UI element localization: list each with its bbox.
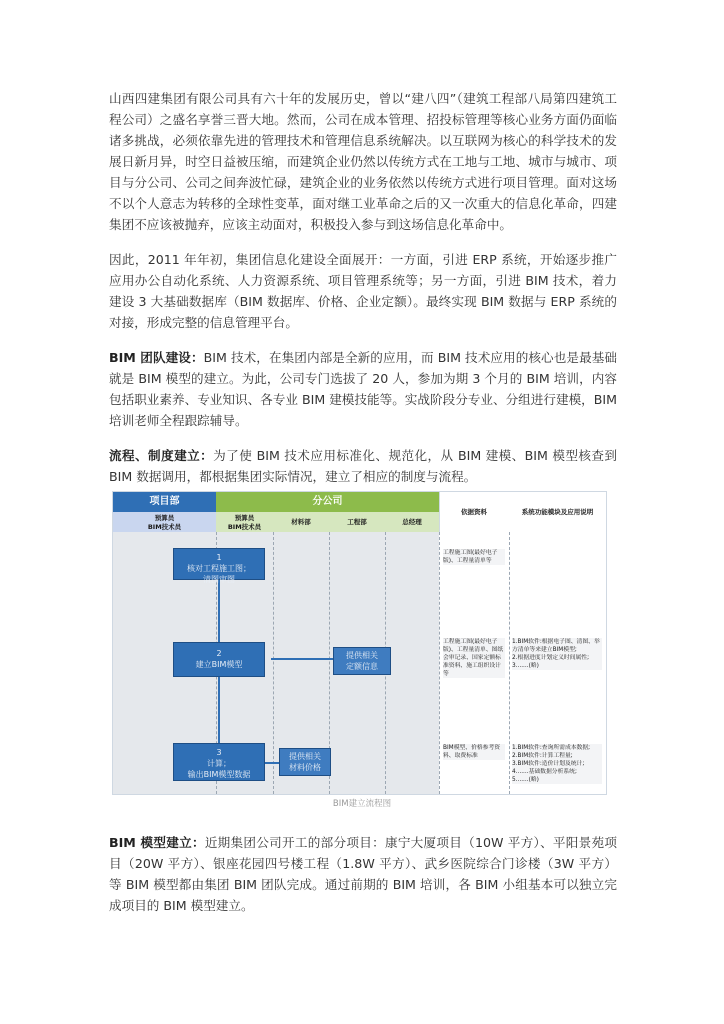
article-body-continued bbox=[109, 832, 617, 916]
process-text: 为了使 BIM 技术应用标准化、规范化，从 BIM 建模、BIM 模型核查到 BIM 数据调用，都根据集团实际情况，建立了相应的制度与流程。 bbox=[109, 448, 617, 484]
bim-team-heading: BIM 团队建设： bbox=[109, 350, 204, 365]
col-engineering: 工程部 bbox=[329, 512, 385, 532]
basis-note-1: 工程施工图(最好电子版)、工程量清单等 bbox=[443, 549, 505, 565]
paragraph-bim-model bbox=[109, 832, 617, 916]
bim-model-text: 近期集团公司开工的部分项目：康宁大厦项目（10W 平方）、平阳景苑项目（20W 平方）、银座花园四号楼工程（1.8W 平方）、武乡医院综合门诊楼（3W 平方）等 BIM 模型都由集团 BIM 团队完成。通过前期的 BIM 培训，各 BIM 小组基本可以独立完成项目的 BIM 模型建立。 bbox=[109, 835, 617, 913]
col-basis: 依据资料 bbox=[461, 508, 487, 516]
bim-flowchart bbox=[112, 491, 607, 795]
col-chief: 总经理 bbox=[385, 512, 439, 532]
lane-chief bbox=[385, 532, 440, 794]
paragraph-bim-team bbox=[109, 347, 617, 431]
header-project-dept: 项目部 bbox=[113, 492, 216, 512]
side-box-price: 提供相关 材料价格 bbox=[279, 748, 331, 776]
header-branch: 分公司 bbox=[216, 492, 439, 512]
system-note-2: 1.BIM软件:根据电子图、清图、举方清单等来建立BIM模型; 2.根据进度计划定义时间属性; 3.......(略) bbox=[512, 638, 602, 670]
col-system: 系统功能模块及应用说明 bbox=[521, 508, 594, 516]
basis-note-2: 工程施工图(最好电子版)、工程量清单、图纸会审记录、国家定额标准资料、施工组织设计等 bbox=[443, 639, 504, 677]
arrow-2-3 bbox=[218, 677, 220, 743]
bim-team-text: BIM 技术，在集团内部是全新的应用，而 BIM 技术应用的核心也是最基础就是 BIM 模型的建立。为此，公司专门选拔了 20 人，参加为期 3 个月的 BIM 培训，内容包括职业素养、专业知识、各专业 BIM 建模技能等。实战阶段分专业、分组进行建模，BIM 培训老师全程跟踪辅导。 bbox=[109, 350, 618, 428]
col-budget-branch: 预算员 BIM技术员 bbox=[216, 512, 273, 532]
arrow-side2 bbox=[271, 658, 333, 660]
step-1-box: 1 核对工程施工图； 清图审图 bbox=[173, 548, 265, 580]
article-body bbox=[109, 88, 617, 487]
side-box-quota: 提供相关 定额信息 bbox=[333, 647, 391, 675]
bim-model-heading: BIM 模型建立： bbox=[109, 835, 205, 850]
basis-note-3: BIM模型、价格参考资料、取费标准 bbox=[443, 744, 505, 760]
figure-caption: BIM建立流程图 bbox=[332, 799, 392, 809]
system-note-3: 1.BIM软件:查询所需成本数据; 2.BIM软件:计算工程量; 3.BIM软件:造价计划及统计; 4.......基础数据分析系统; 5.......(略) bbox=[512, 744, 602, 784]
col-material: 材料部 bbox=[273, 512, 329, 532]
paragraph-informatization: 因此，2011 年年初，集团信息化建设全面展开：一方面，引进 ERP 系统，开始逐步推广应用办公自动化系统、人力资源系统、项目管理系统等；另一方面，引进 BIM 技术，着力建设 3 大基础数据库（BIM 数据库、价格、企业定额）。最终实现 BIM 数据与 ERP 系统的对接，形成完整的信息管理平台。 bbox=[109, 252, 617, 330]
step-3-box: 3 计算； 输出BIM模型数据 bbox=[173, 743, 265, 781]
arrow-1-2 bbox=[218, 580, 220, 642]
step-2-box: 2 建立BIM模型 bbox=[173, 642, 265, 677]
col-budget-pm: 预算员 BIM技术员 bbox=[113, 512, 216, 532]
process-heading: 流程、制度建立： bbox=[109, 448, 214, 463]
paragraph-process bbox=[109, 445, 617, 487]
paragraph-history: 山西四建集团有限公司具有六十年的发展历史，曾以“建八四”（建筑工程部八局第四建筑工程公司）之盛名享誉三晋大地。然而，公司在成本管理、招投标管理等核心业务方面仍面临诸多挑战，必须依靠先进的管理技术和管理信息系统解决。以互联网为核心的科学技术的发展日新月异，时空日益被压缩，而建筑企业仍然以传统方式在工地与工地、城市与城市、项目与分公司、公司之间奔波忙碌，建筑企业的业务依然以传统方式进行项目管理。面对这场不以个人意志为转移的全球性变革，面对继工业革命之后的又一次重大的信息化革命，四建集团不应该被抛弃，应该主动面对，积极投入参与到这场信息化革命中。 bbox=[109, 91, 617, 232]
